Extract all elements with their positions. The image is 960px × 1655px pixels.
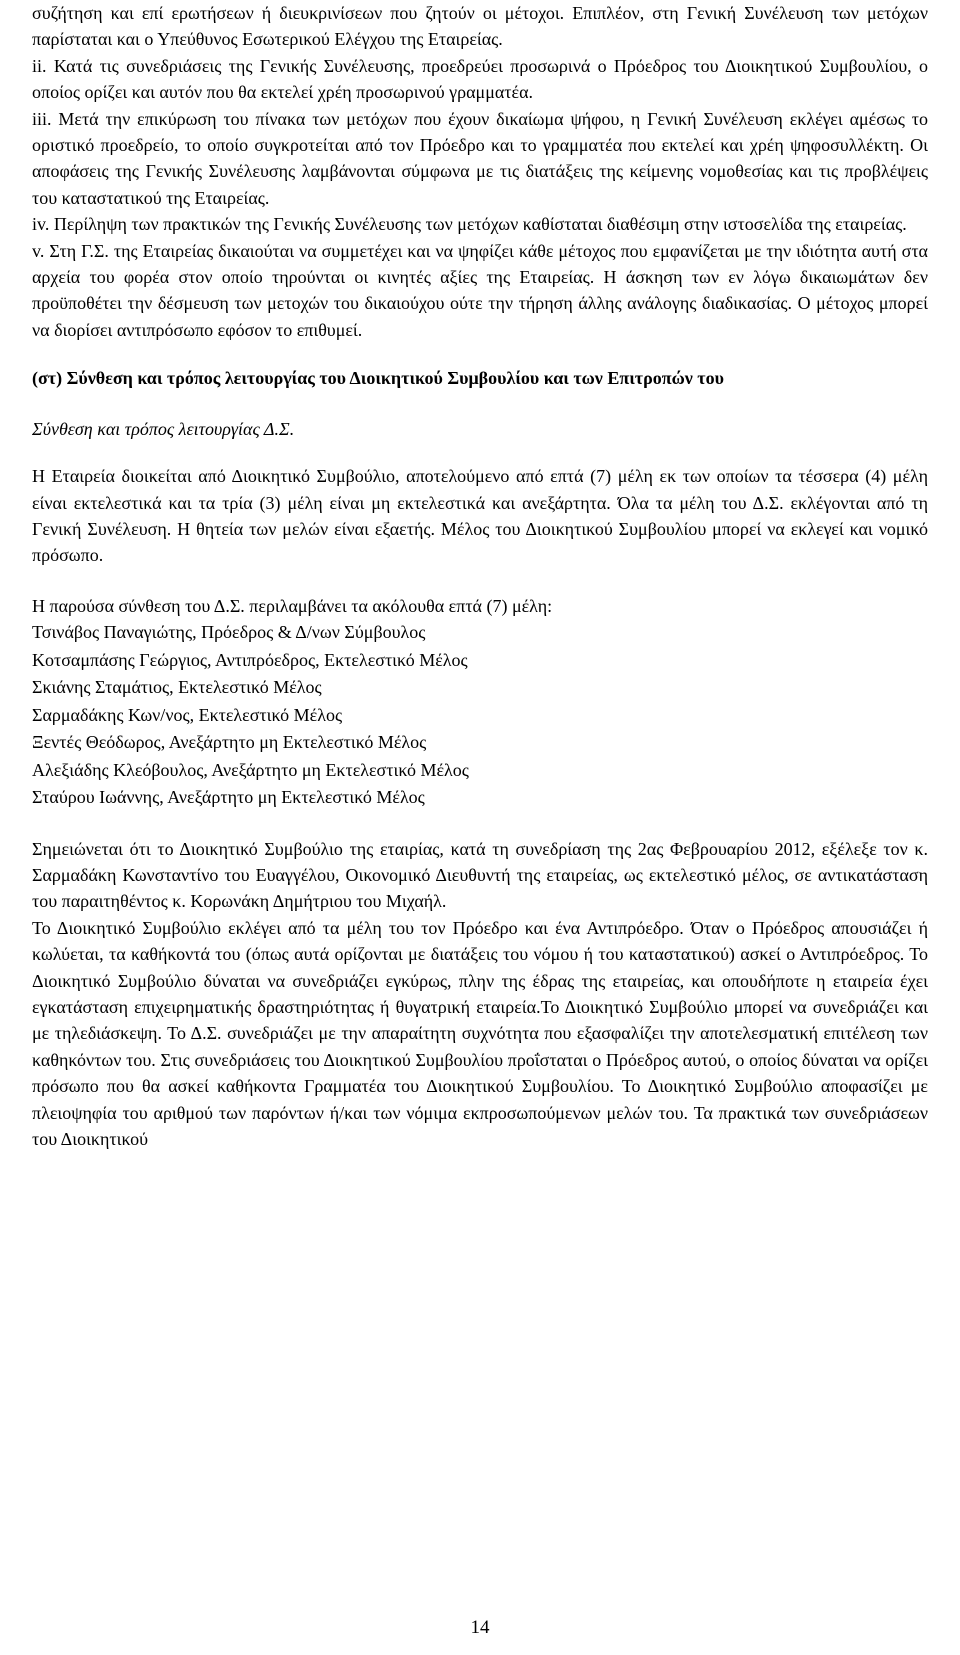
board-member: Σκιάνης Σταμάτιος, Εκτελεστικό Μέλος — [32, 677, 322, 698]
item-v-paragraph: v. Στη Γ.Σ. της Εταιρείας δικαιούται να συμμετέχει και να ψηφίζει κάθε μέτοχος που εμφανίζεται με την ιδιότητα αυτή στα αρχεία του φορέα στον οποίο τηρούνται οι κινητές αξίες της Εταιρείας. Η άσκηση των εν λόγω δικαιωμάτων δεν προϋποθέτει την δέσμευση των μετοχών του δικαιούχου ούτε την τήρηση άλλης ανάλογης διαδικασίας. Ο μέτοχος μπορεί να διορίσει αντιπρόσωπο εφόσον το επιθυμεί. — [32, 240, 928, 340]
functioning-paragraph: Το Διοικητικό Συμβούλιο εκλέγει από τα μέλη του τον Πρόεδρο και ένα Αντιπρόεδρο. Όταν ο Πρόεδρος απουσιάζει ή κωλύεται, τα καθήκοντά του (όπως αυτά ορίζονται με διατάξεις του νόμου ή του καταστατικού) ασκεί ο Αντιπρόεδρος. Το Διοικητικό Συμβούλιο δύναται να συνεδριάζει εγκύρως, πλην της έδρας της εταιρείας, και οπουδήποτε η εταιρεία έχει εγκατάσταση επιχειρηματικής δραστηριότητας ή θυγατρική εταιρεία.Το Διοικητικό Συμβούλιο μπορεί να συνεδριάζει και με τηλεδιάσκεψη. Το Δ.Σ. συνεδριάζει με την απαραίτητη συχνότητα που εξασφαλίζει την αποτελεσματική επιτέλεση των καθηκόντων του. Στις συνεδριάσεις του Διοικητικού Συμβουλίου προΐσταται ο Πρόεδρος αυτού, ο οποίος δύναται να ορίζει πρόσωπο που θα ασκεί καθήκοντα Γραμματέα του Διοικητικού Συμβουλίου. Το Διοικητικό Συμβούλιο αποφασίζει με πλειοψηφία του αριθμού των παρόντων ή/και των νόμιμα εκπροσωπούμενων μελών του. Τα πρακτικά των συνεδριάσεων του Διοικητικού — [32, 917, 928, 1150]
section-heading: (στ) Σύνθεση και τρόπος λειτουργίας του Διοικητικού Συμβουλίου και των Επιτροπών του — [32, 368, 724, 389]
board-member: Σαρμαδάκης Κων/νος, Εκτελεστικό Μέλος — [32, 704, 343, 725]
composition-intro: Η παρούσα σύνθεση του Δ.Σ. περιλαμβάνει τα ακόλουθα επτά (7) μέλη: — [32, 595, 553, 616]
item-iii-paragraph: iii. Μετά την επικύρωση του πίνακα των μετόχων που έχουν δικαίωμα ψήφου, η Γενική Συνέλευση εκλέγει αμέσως το οριστικό προεδρείο, το οποίο συγκροτείται από τον Πρόεδρο και το γραμματέα που εκτελεί και χρέη ψηφοσυλλέκτη. Οι αποφάσεις της Γενικής Συνέλευσης λαμβάνονται σύμφωνα με τις διατάξεις της κείμενης νομοθεσίας και τις προβλέψεις του καταστατικού της Εταιρείας. — [32, 108, 928, 208]
board-paragraph: Η Εταιρεία διοικείται από Διοικητικό Συμβούλιο, αποτελούμενο από επτά (7) μέλη εκ των οποίων τα τέσσερα (4) μέλη είναι εκτελεστικά και τα τρία (3) μέλη είναι μη εκτελεστικά και ανεξάρτητα. Όλα τα μέλη του Δ.Σ. εκλέγονται από τη Γενική Συνέλευση. Η θητεία των μελών είναι εξαετής. Μέλος του Διοικητικού Συμβουλίου μπορεί να εκλεγεί και νομικό πρόσωπο. — [32, 466, 928, 566]
intro-paragraph: συζήτηση και επί ερωτήσεων ή διευκρινίσεων που ζητούν οι μέτοχοι. Επιπλέον, στη Γενική Συνέλευση των μετόχων παρίσταται και ο Υπεύθυνος Εσωτερικού Ελέγχου της Εταιρείας. — [32, 3, 928, 50]
page-number: 14 — [470, 1617, 490, 1638]
note-paragraph: Σημειώνεται ότι το Διοικητικό Συμβούλιο της εταιρίας, κατά τη συνεδρίαση της 2ας Φεβρουαρίου 2012, εξέλεξε τον κ. Σαρμαδάκη Κωνσταντίνο του Ευαγγέλου, Οικονομικό Διευθυντή της εταιρείας, ως εκτελεστικό μέλος, σε αντικατάσταση του παραιτηθέντος κ. Κορωνάκη Δημήτριου του Μιχαήλ. — [32, 838, 928, 912]
item-ii-paragraph: ii. Κατά τις συνεδριάσεις της Γενικής Συνέλευσης, προεδρεύει προσωρινά ο Πρόεδρος του Διοικητικού Συμβουλίου, ο οποίος ορίζει και αυτόν που θα εκτελεί χρέη προσωρινού γραμματέα. — [32, 55, 928, 103]
board-member: Κοτσαμπάσης Γεώργιος, Αντιπρόεδρος, Εκτελεστικό Μέλος — [32, 649, 468, 670]
board-members-list — [32, 619, 928, 812]
board-member: Ξεντές Θεόδωρος, Ανεξάρτητο μη Εκτελεστικό Μέλος — [32, 732, 427, 753]
board-member: Τσινάβος Παναγιώτης, Πρόεδρος & Δ/νων Σύμβουλος — [32, 622, 426, 643]
section-subheading: Σύνθεση και τρόπος λειτουργίας Δ.Σ. — [32, 418, 295, 439]
board-member: Αλεξιάδης Κλεόβουλος, Ανεξάρτητο μη Εκτελεστικό Μέλος — [32, 759, 469, 780]
board-member: Σταύρου Ιωάννης, Ανεξάρτητο μη Εκτελεστικό Μέλος — [32, 787, 425, 808]
document-page — [32, 0, 928, 1153]
item-iv-paragraph: iv. Περίληψη των πρακτικών της Γενικής Συνέλευσης των μετόχων καθίσταται διαθέσιμη στην ιστοσελίδα της εταιρείας. — [32, 214, 907, 235]
